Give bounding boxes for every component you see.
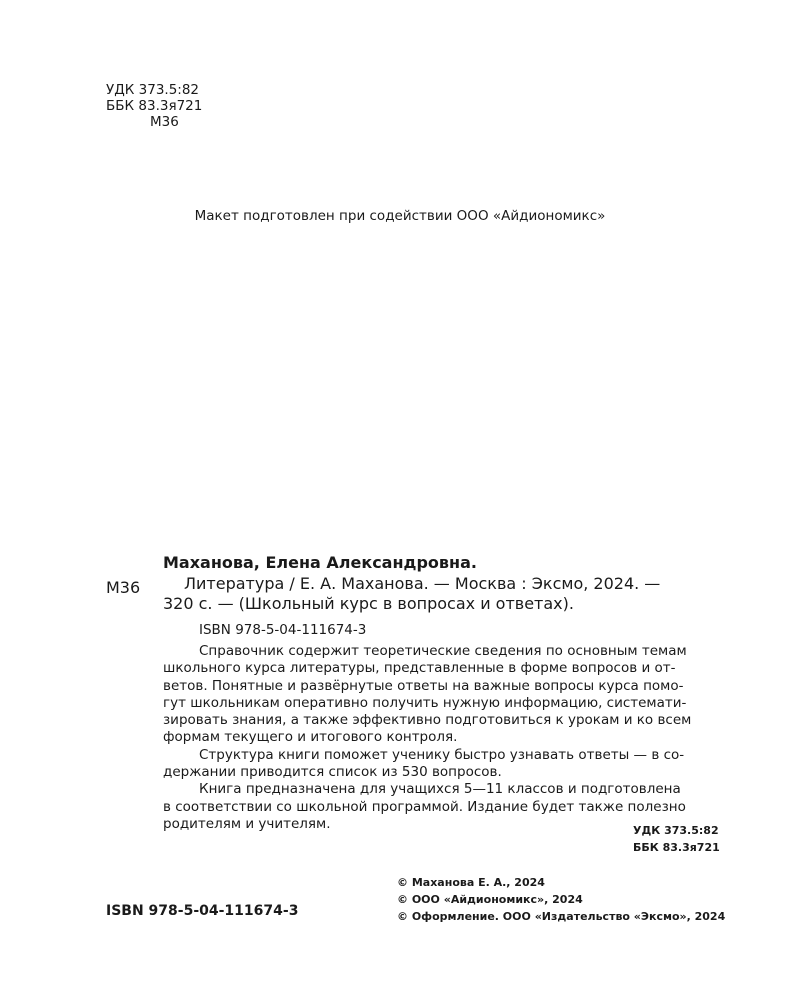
annotation-line: держании приводится список из 530 вопросов. [163, 764, 502, 781]
bib-line-1: Литература / Е. А. Маханова. — Москва : Эксмо, 2024. — [184, 574, 661, 593]
bibliographic-description [163, 574, 723, 614]
bottom-udk-code: УДК 373.5:82 [633, 824, 719, 837]
top-classification-block [106, 82, 202, 130]
annotation-line: Структура книги поможет ученику быстро узнавать ответы — в со- [199, 746, 685, 763]
layout-credit: Макет подготовлен при содействии ООО «Айдиономикс» [194, 208, 606, 224]
entry-isbn: ISBN 978-5-04-111674-3 [199, 622, 367, 638]
annotation-line: родителям и учителям. [163, 815, 331, 832]
annotation-line: Справочник содержит теоретические сведения по основным темам [199, 643, 687, 659]
copyright-block [397, 874, 725, 925]
bib-line-2: 320 с. — (Школьный курс в вопросах и ответах). [163, 594, 574, 613]
annotation-line: формам текущего и итогового контроля. [163, 729, 458, 746]
annotation-line: Книга предназначена для учащихся 5—11 классов и подготовлена [199, 781, 681, 798]
annotation-line: ветов. Понятные и развёрнутые ответы на важные вопросы курса помо- [163, 677, 684, 694]
copyright-line: © ООО «Айдиономикс», 2024 [397, 893, 583, 906]
copyright-line: © Маханова Е. А., 2024 [397, 876, 545, 889]
annotation-line: в соответствии со школьной программой. Издание будет также полезно [163, 798, 686, 815]
bottom-classification-block [633, 822, 720, 856]
annotation-line: зировать знания, а также эффективно подготовиться к урокам и ко всем [163, 712, 692, 729]
isbn-main: ISBN 978-5-04-111674-3 [106, 903, 299, 919]
annotation-line: гут школьникам оперативно получить нужную информацию, системати- [163, 694, 687, 711]
annotation [163, 643, 723, 833]
entry-author-mark: М36 [106, 578, 141, 597]
copyright-line: © Оформление. ООО «Издательство «Эксмо», 2024 [397, 910, 726, 923]
bottom-bbk-code: ББК 83.3я721 [633, 841, 720, 854]
author-name: Маханова, Елена Александровна. [163, 553, 477, 572]
udk-code: УДК 373.5:82 [106, 82, 200, 98]
bbk-code: ББК 83.3я721 [106, 98, 203, 114]
annotation-line: школьного курса литературы, представленные в форме вопросов и от- [163, 660, 676, 677]
author-mark: М36 [150, 114, 179, 130]
